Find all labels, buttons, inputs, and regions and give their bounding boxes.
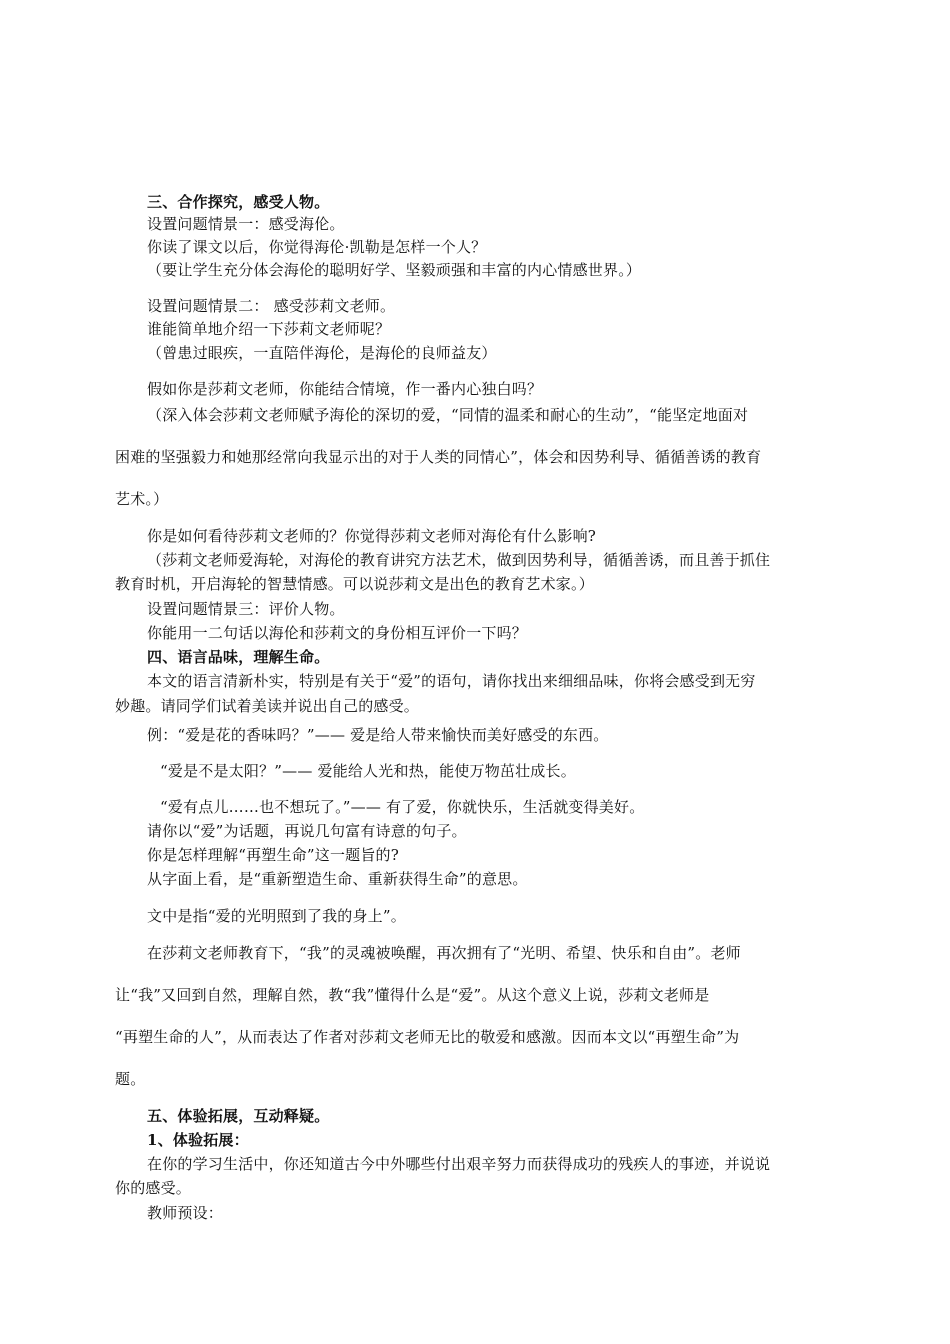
q2-title: 设置问题情景二： 感受莎莉文老师。 [147,297,396,315]
section5-sub1: 1、体验拓展： [147,1131,249,1149]
q2-view-note-1: （莎莉文老师爱海轮，对海伦的教育讲究方法艺术，做到因势利导，循循善诱，而且善于抓住 [147,551,771,569]
teacher-preset: 教师预设： [147,1204,224,1222]
section5-text-2: 你的感受。 [115,1179,192,1197]
q1-question: 你读了课文以后，你觉得海伦·凯勒是怎样一个人？ [147,238,487,256]
section5-text-1: 在你的学习生活中，你还知道古今中外哪些付出艰辛努力而获得成功的残疾人的事迹，并说说 [147,1155,771,1173]
answer-1: 从字面上看，是“重新塑造生命、重新获得生命”的意思。 [147,870,528,888]
section3-heading: 三、合作探究，感受人物。 [147,193,330,211]
q2-question: 谁能简单地介绍一下莎莉文老师呢？ [147,320,391,338]
answer-3-line-3: “再塑生命的人”，从而表达了作者对莎莉文老师无比的敬爱和感激。因而本文以“再塑生命”为 [115,1028,740,1046]
example-2: “爱是不是太阳？”—— 爱能给人光和热，能使万物茁壮成长。 [160,762,576,780]
q3-title: 设置问题情景三：评价人物。 [147,600,345,618]
q1-note: （要让学生充分体会海伦的聪明好学、坚毅顽强和丰富的内心情感世界。） [147,261,642,279]
answer-2: 文中是指“爱的光明照到了我的身上”。 [147,907,406,925]
answer-3-line-2: 让“我”又回到自然，理解自然，教“我”懂得什么是“爱”。从这个意义上说，莎莉文老师是 [115,986,710,1004]
q2-monologue-note-1: （深入体会莎莉文老师赋予海伦的深切的爱，“同情的温柔和耐心的生动”，“能坚定地面对 [147,406,749,424]
section4-intro-1: 本文的语言清新朴实，特别是有关于“爱”的语句，请你找出来细细品味，你将会感受到无穷 [147,672,756,690]
prompt-1: 请你以“爱”为话题，再说几句富有诗意的句子。 [147,822,467,840]
example-1: 例：“爱是花的香味吗？”—— 爱是给人带来愉快而美好感受的东西。 [147,726,609,744]
section5-heading: 五、体验拓展，互动释疑。 [147,1107,330,1125]
q2-monologue-note-2: 困难的坚强毅力和她那经常向我显示出的对于人类的同情心”，体会和因势利导、循循善诱的教育 [115,448,762,466]
q2-view: 你是如何看待莎莉文老师的？你觉得莎莉文老师对海伦有什么影响? [147,527,597,545]
section4-heading: 四、语言品味，理解生命。 [147,648,330,666]
prompt-2: 你是怎样理解“再塑生命”这一题旨的? [147,846,399,864]
q2-note: （曾患过眼疾，一直陪伴海伦，是海伦的良师益友） [147,344,497,362]
q2-monologue-note-3: 艺术。） [115,490,169,508]
q2-monologue: 假如你是莎莉文老师，你能结合情境，作一番内心独白吗？ [147,380,543,398]
example-3: “爱有点儿……也不想玩了。”—— 有了爱，你就快乐，生活就变得美好。 [160,798,645,816]
answer-3-line-4: 题。 [115,1070,146,1088]
section4-intro-2: 妙趣。请同学们试着美读并说出自己的感受。 [115,697,420,715]
q2-view-note-2: 教育时机，开启海轮的智慧情感。可以说莎莉文是出色的教育艺术家。） [115,575,594,593]
q1-title: 设置问题情景一：感受海伦。 [147,215,345,233]
answer-3-line-1: 在莎莉文老师教育下，“我”的灵魂被唤醒，再次拥有了“光明、希望、快乐和自由”。老师 [147,944,741,962]
q3-question: 你能用一二句话以海伦和莎莉文的身份相互评价一下吗？ [147,624,528,642]
